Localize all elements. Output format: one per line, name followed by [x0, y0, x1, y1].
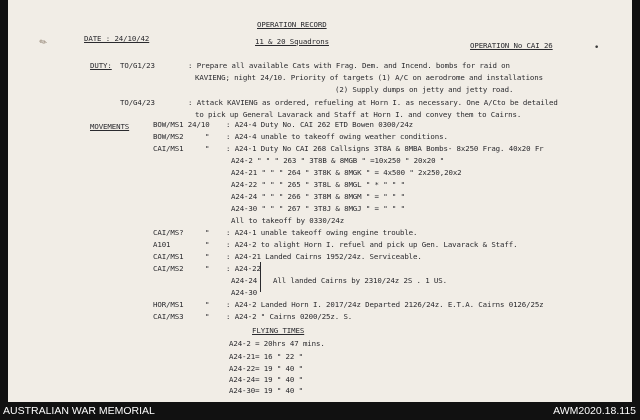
duty-ref-2-line-1: : Attack KAVIENG as ordered, refueling at Horn I. as necessary. One A/Cto be detailed: [188, 98, 558, 107]
operation-number: OPERATION No CAI 26: [470, 41, 553, 50]
accession-number: AWM2020.18.115: [553, 405, 636, 417]
movement-ref: A101: [153, 240, 171, 249]
movement-ditto: ": [205, 252, 210, 261]
movement-ditto: ": [205, 144, 210, 153]
duty-ref-2-line-2: to pick up General Lavarack and Staff at Horn I. and convey them to Cairns.: [195, 110, 522, 119]
duty-ref-2: TO/G4/23: [120, 98, 155, 107]
duty-ref-1: TO/G1/23: [120, 61, 155, 70]
movement-ditto: ": [205, 264, 210, 273]
flying-time-row: A24-22= 19 " 40 ": [229, 364, 303, 373]
movement-entry: All to takeoff by 0330/24z: [231, 216, 345, 225]
institution-name: AUSTRALIAN WAR MEMORIAL: [3, 405, 155, 417]
duty-label: DUTY:: [90, 61, 112, 70]
movement-entry: A24-30 " " " 267 " 3T8J & 8MGJ " = " " ": [231, 204, 405, 213]
grouping-brace: [260, 262, 265, 292]
movements-label: MOVEMENTS: [90, 122, 130, 131]
duty-ref-1-line-2: KAVIENG; night 24/10. Priority of targets (1) A/C on aerodrome and installations: [195, 73, 543, 82]
movement-entry: : A24-2 " Cairns 0200/25z. S.: [226, 312, 353, 321]
squadrons-heading: 11 & 20 Squadrons: [255, 37, 329, 46]
movement-entry: A24-22 " " " 265 " 3T8L & 8MGL " * " " ": [231, 180, 405, 189]
ink-mark: •: [594, 43, 600, 53]
movement-ref: BOW/MS1 24/10: [153, 120, 210, 129]
movement-entry: A24-21 " " " 264 " 3T8K & 8MGK " = 4x500 " 2x250,20x2: [231, 168, 462, 177]
duty-ref-1-line-1: : Prepare all available Cats with Frag. Dem. and Incend. bombs for raid on: [188, 61, 510, 70]
record-date: DATE : 24/10/42: [84, 34, 150, 43]
movement-ref: CAI/MS3: [153, 312, 184, 321]
movement-ditto: ": [205, 312, 210, 321]
movement-ditto: ": [205, 300, 210, 309]
record-title: OPERATION RECORD: [257, 20, 327, 29]
movement-entry: A24-2 " " " 263 " 3T8B & 8MGB " =10x250 " 20x20 ": [231, 156, 445, 165]
duty-ref-1-line-3: (2) Supply dumps on jetty and jetty road.: [335, 85, 514, 94]
flying-time-row: A24-30= 19 " 40 ": [229, 386, 303, 395]
movement-entry: : A24-2 to alight Horn I. refuel and pick up Gen. Lavarack & Staff.: [226, 240, 518, 249]
movement-ref: CAI/MS2: [153, 264, 184, 273]
flying-time-row: A24-21= 16 " 22 ": [229, 352, 303, 361]
movement-entry: : A24-4 Duty No. CAI 262 ETD Bowen 0300/24z: [226, 120, 414, 129]
movement-entry: : A24-1 unable takeoff owing engine trouble.: [226, 228, 418, 237]
movement-entry: A24-24 " " " 266 " 3T8M & 8MGM " = " " ": [231, 192, 405, 201]
movement-ref: CAI/MS?: [153, 228, 184, 237]
movement-ditto: ": [205, 228, 210, 237]
movement-ditto: ": [205, 240, 210, 249]
movement-entry: : A24-4 unable to takeoff owing weather conditions.: [226, 132, 448, 141]
movement-entry: : A24-22: [226, 264, 261, 273]
paper-blemish: ✎: [38, 36, 50, 50]
footer-bar: [0, 402, 640, 420]
movement-entry: : A24-1 Duty No CAI 268 Callsigns 3T8A & 8MBA Bombs- 8x250 Frag. 40x20 Fr: [226, 144, 544, 153]
movement-entry: : A24-21 Landed Cairns 1952/24z. Serviceable.: [226, 252, 422, 261]
movement-ref: HOR/MS1: [153, 300, 184, 309]
flying-time-row: A24-24= 19 " 40 ": [229, 375, 303, 384]
movement-entry: : A24-2 Landed Horn I. 2017/24z Departed 2126/24z. E.T.A. Cairns 0126/25z: [226, 300, 544, 309]
movement-entry: A24-30: [231, 288, 258, 297]
movement-entry: All landed Cairns by 2310/24z 2S . 1 US.: [273, 276, 447, 285]
movement-ref: CAI/MS1: [153, 252, 184, 261]
flying-times-title: FLYING TIMES: [252, 326, 305, 335]
flying-time-row: A24-2 = 20hrs 47 mins.: [229, 339, 325, 348]
movement-ref: BOW/MS2: [153, 132, 184, 141]
movement-entry: A24-24: [231, 276, 258, 285]
movement-ditto: ": [205, 132, 210, 141]
movement-ref: CAI/MS1: [153, 144, 184, 153]
